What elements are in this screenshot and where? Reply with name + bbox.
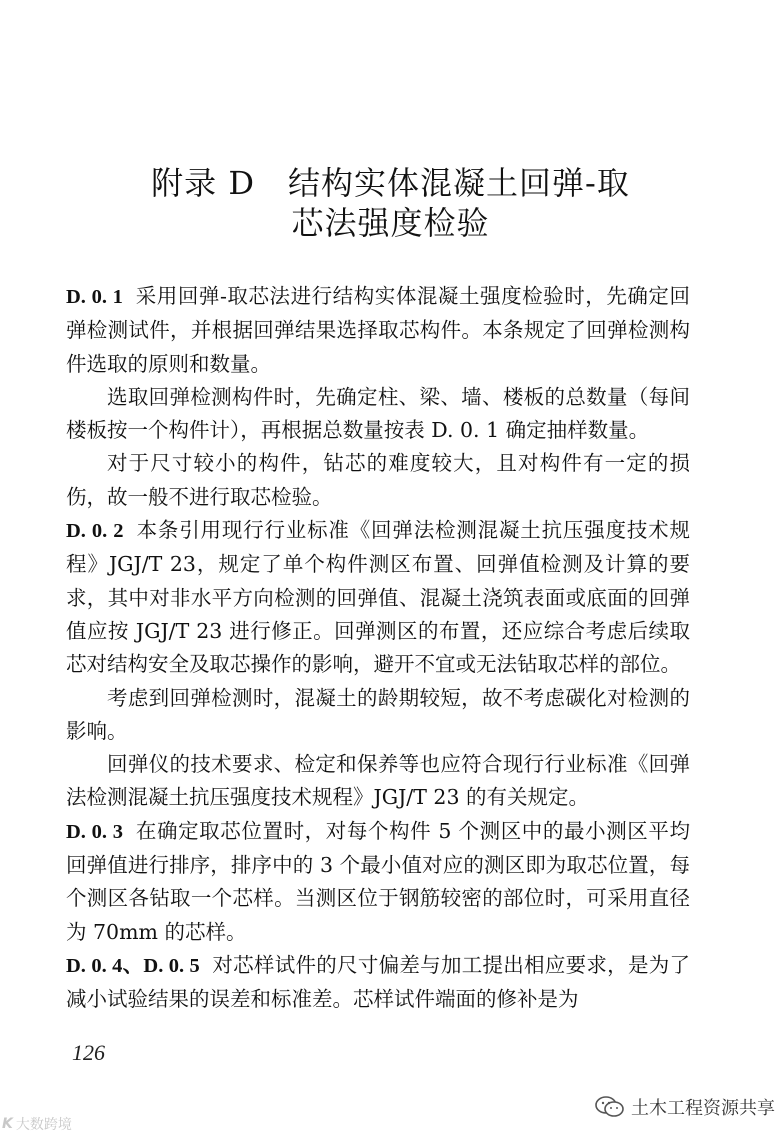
- paragraph: [66, 381, 690, 448]
- paragraph-text: 对芯样试件的尺寸偏差与加工提出相应要求，是为了减小试验结果的误差和标准差。芯样试件端面的修补是为: [66, 952, 691, 1012]
- paragraph-text: 对于尺寸较小的构件，钻芯的难度较大，且对构件有一定的损伤，故一般不进行取芯检验。: [66, 451, 690, 509]
- paragraph: [66, 447, 690, 514]
- clause-number: D. 0. 2: [66, 520, 124, 543]
- paragraph-text: 考虑到回弹检测时，混凝土的龄期较短，故不考虑碳化对检测的影响。: [66, 685, 690, 743]
- paragraph-d01: [66, 280, 690, 381]
- appendix-title-line-1: 附录 D 结构实体混凝土回弹-取: [151, 164, 630, 202]
- clause-number: D. 0. 3: [66, 820, 123, 843]
- paragraph-d02: [66, 514, 690, 681]
- paragraph-text: 回弹仪的技术要求、检定和保养等也应符合现行行业标准《回弹法检测混凝土抗压强度技术规程》JGJ/T 23 的有关规定。: [66, 752, 690, 810]
- paragraph-d03: [66, 815, 690, 949]
- paragraph-d04-d05: [66, 949, 690, 1017]
- clause-number: D. 0. 4、D. 0. 5: [66, 954, 200, 977]
- appendix-title-line-2: 芯法强度检验: [291, 204, 490, 242]
- paragraph-text: 在确定取芯位置时，对每个构件 5 个测区中的最小测区平均回弹值进行排序，排序中的 3 个最小值对应的测区即为取芯位置，每个测区各钻取一个芯样。当测区位于钢筋较密的部位时，可采用直径为 70mm 的芯样。: [66, 818, 690, 944]
- paragraph-text: 选取回弹检测构件时，先确定柱、梁、墙、楼板的总数量（每间楼板按一个构件计），再根据总数量按表 D. 0. 1 确定抽样数量。: [66, 384, 690, 443]
- watermark-right-text: 土木工程资源共享: [631, 1098, 775, 1119]
- watermark-left: [2, 1114, 72, 1134]
- paragraph-text: 本条引用现行行业标准《回弹法检测混凝土抗压强度技术规程》JGJ/T 23，规定了单个构件测区布置、回弹值检测及计算的要求，其中对非水平方向检测的回弹值、混凝土浇筑表面或底面的回弹值应按 JGJ/T 23 进行修正。回弹测区的布置，还应综合考虑后续取芯对结构安全及取芯操作的影响，避开不宜或无法钻取芯样的部位。: [66, 518, 691, 677]
- watermark-right: [595, 1094, 775, 1120]
- paragraph-text: 采用回弹-取芯法进行结构实体混凝土强度检验时，先确定回弹检测试件，并根据回弹结果选择取芯构件。本条规定了回弹检测构件选取的原则和数量。: [66, 284, 690, 376]
- paragraph: [66, 682, 690, 749]
- paragraph: [66, 748, 690, 815]
- page-number: 126: [72, 1040, 105, 1065]
- watermark-logo-icon: K: [2, 1116, 13, 1132]
- body-text: [66, 280, 690, 1017]
- clause-number: D. 0. 1: [66, 286, 123, 308]
- wechat-icon: [595, 1095, 625, 1119]
- watermark-left-text: 大数跨境: [15, 1117, 72, 1133]
